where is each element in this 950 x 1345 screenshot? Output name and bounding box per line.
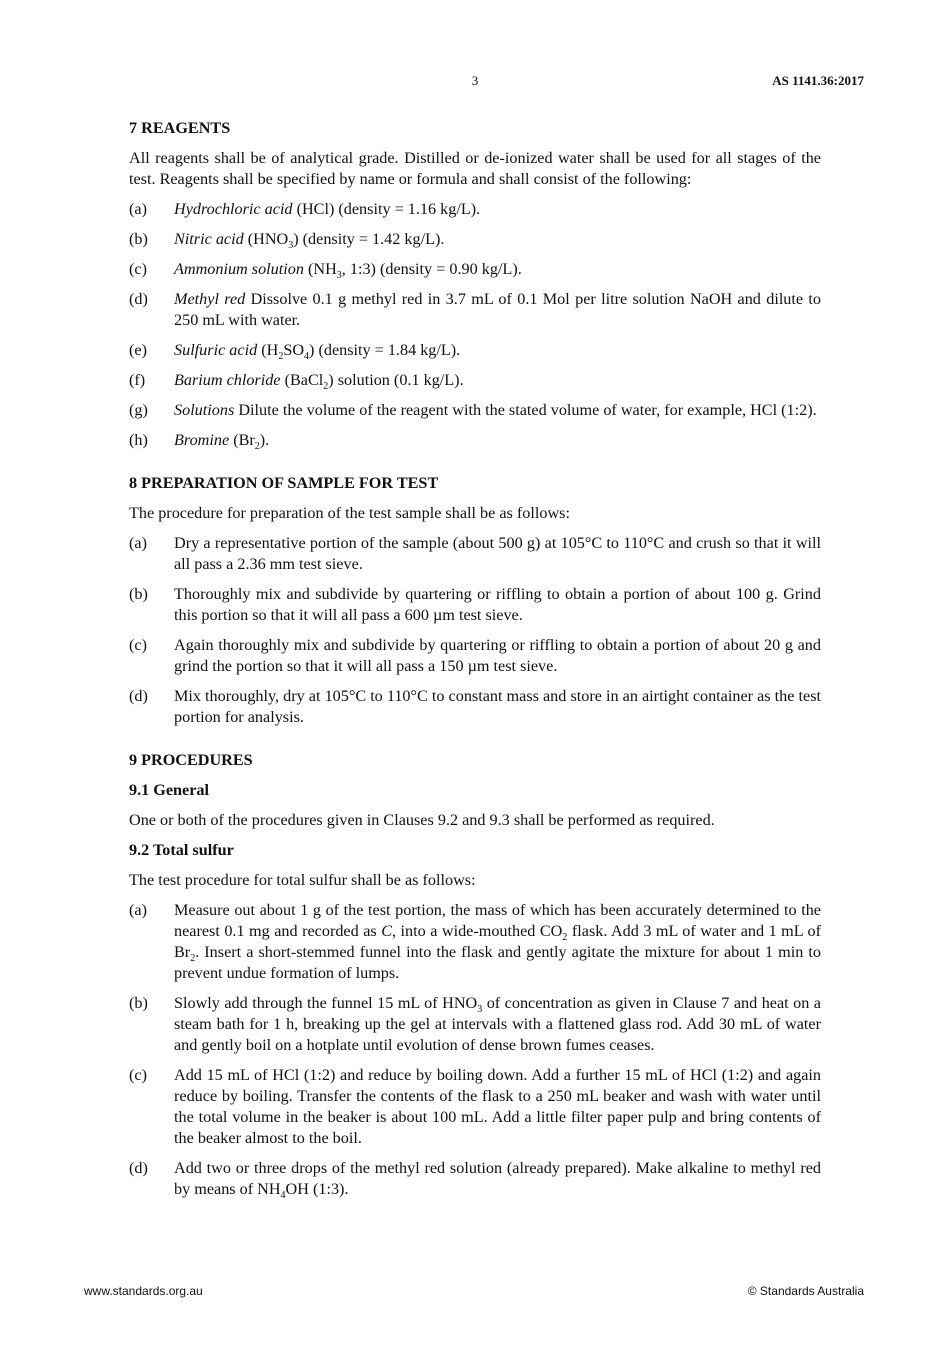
list-item: (d) Add two or three drops of the methyl red solution (already prepared). Make alkaline to methyl red by means of $NH_4OH$ (1:3). <box>129 1159 821 1202</box>
list-item: (a) Hydrochloric acid (HCl) (density = 1.16 kg/L). <box>129 200 481 218</box>
list-item: (h) Bromine $(Br_2)$. <box>129 431 270 453</box>
section-heading-procedures: 9 PROCEDURES <box>129 751 253 769</box>
section-heading-preparation: 8 PREPARATION OF SAMPLE FOR TEST <box>129 474 439 492</box>
footer-website[interactable]: www.standards.org.au <box>84 1284 203 1298</box>
list-item: (b) Thoroughly mix and subdivide by quartering or riffling to obtain a portion of about 100 g. Grind this portion so that it will all pass a 600 µm test sieve. <box>129 585 821 624</box>
list-item: (b) Nitric acid $(HNO_3)$ (density = 1.42 kg/L). <box>129 230 445 252</box>
list-item: (b) Slowly add through the funnel 15 mL of $HNO_3$ of concentration as given in Clause 7 and heat on a steam bath for 1 h, breaking up the gel at intervals with a flattened glass rod. Add 30 mL of water and gently boil on a hotplate until evolution of dense brown fumes ceases. <box>129 994 821 1054</box>
list-item: (d) Mix thoroughly, dry at 105°C to 110°C to constant mass and store in an airtight container as the test portion for analysis. <box>129 687 821 726</box>
list-item: (c) Ammonium solution ($NH_3$, 1:3) (density = 0.90 kg/L). <box>129 260 522 282</box>
list-item: (g) Solutions Dilute the volume of the reagent with the stated volume of water, for example, HCl (1:2). <box>129 401 817 419</box>
page-content <box>129 118 821 1209</box>
subsection-heading-total-sulfur: 9.2 Total sulfur <box>129 841 234 859</box>
list-item: (f) Barium chloride (BaCl$_2$) solution (0.1 kg/L). <box>129 371 464 393</box>
reagents-intro: All reagents shall be of analytical grade. Distilled or de-ionized water shall be used for all stages of the test. Reagents shall be specified by name or formula and shall consist of the following: <box>129 149 821 188</box>
page-number: 3 <box>471 73 479 88</box>
general-text: One or both of the procedures given in Clauses 9.2 and 9.3 shall be performed as required. <box>129 811 715 829</box>
standard-number: AS 1141.36:2017 <box>772 73 864 88</box>
list-item: (a) Measure out about 1 g of the test portion, the mass of which has been accurately determined to the nearest 0.1 mg and recorded as C, into a wide-mouthed $CO_2$ flask. Add 3 mL of water and 1 mL of $Br_2$. Insert a short-stemmed funnel into the flask and gently agitate the mixture for about 1 min to prevent undue formation of lumps. <box>129 901 822 982</box>
list-item: (a) Dry a representative portion of the sample (about 500 g) at 105°C to 110°C and crush so that it will all pass a 2.36 mm test sieve. <box>129 534 821 573</box>
list-item: (d) Methyl red Dissolve 0.1 g methyl red in 3.7 mL of 0.1 Mol per litre solution NaOH and dilute to 250 mL with water. <box>129 290 821 329</box>
list-item: (c) Again thoroughly mix and subdivide by quartering or riffling to obtain a portion of about 20 g and grind the portion so that it will all pass a 150 µm test sieve. <box>129 636 821 675</box>
subsection-heading-general: 9.1 General <box>129 781 210 799</box>
list-item: (e) Sulfuric acid $(H_2SO_4)$ (density = 1.84 kg/L). <box>129 341 461 363</box>
section-heading-reagents: 7 REAGENTS <box>129 119 231 137</box>
total-sulfur-intro: The test procedure for total sulfur shall be as follows: <box>129 871 476 889</box>
footer-copyright: © Standards Australia <box>747 1284 864 1298</box>
preparation-intro: The procedure for preparation of the test sample shall be as follows: <box>129 504 570 522</box>
list-item: (c) Add 15 mL of HCl (1:2) and reduce by boiling down. Add a further 15 mL of HCl (1:2) and again reduce by boiling. Transfer the contents of the flask to a 250 mL beaker and wash with water until the total volume in the beaker is about 100 mL. Add a little filter paper pulp and bring contents of the beaker almost to the boil. <box>129 1066 821 1147</box>
